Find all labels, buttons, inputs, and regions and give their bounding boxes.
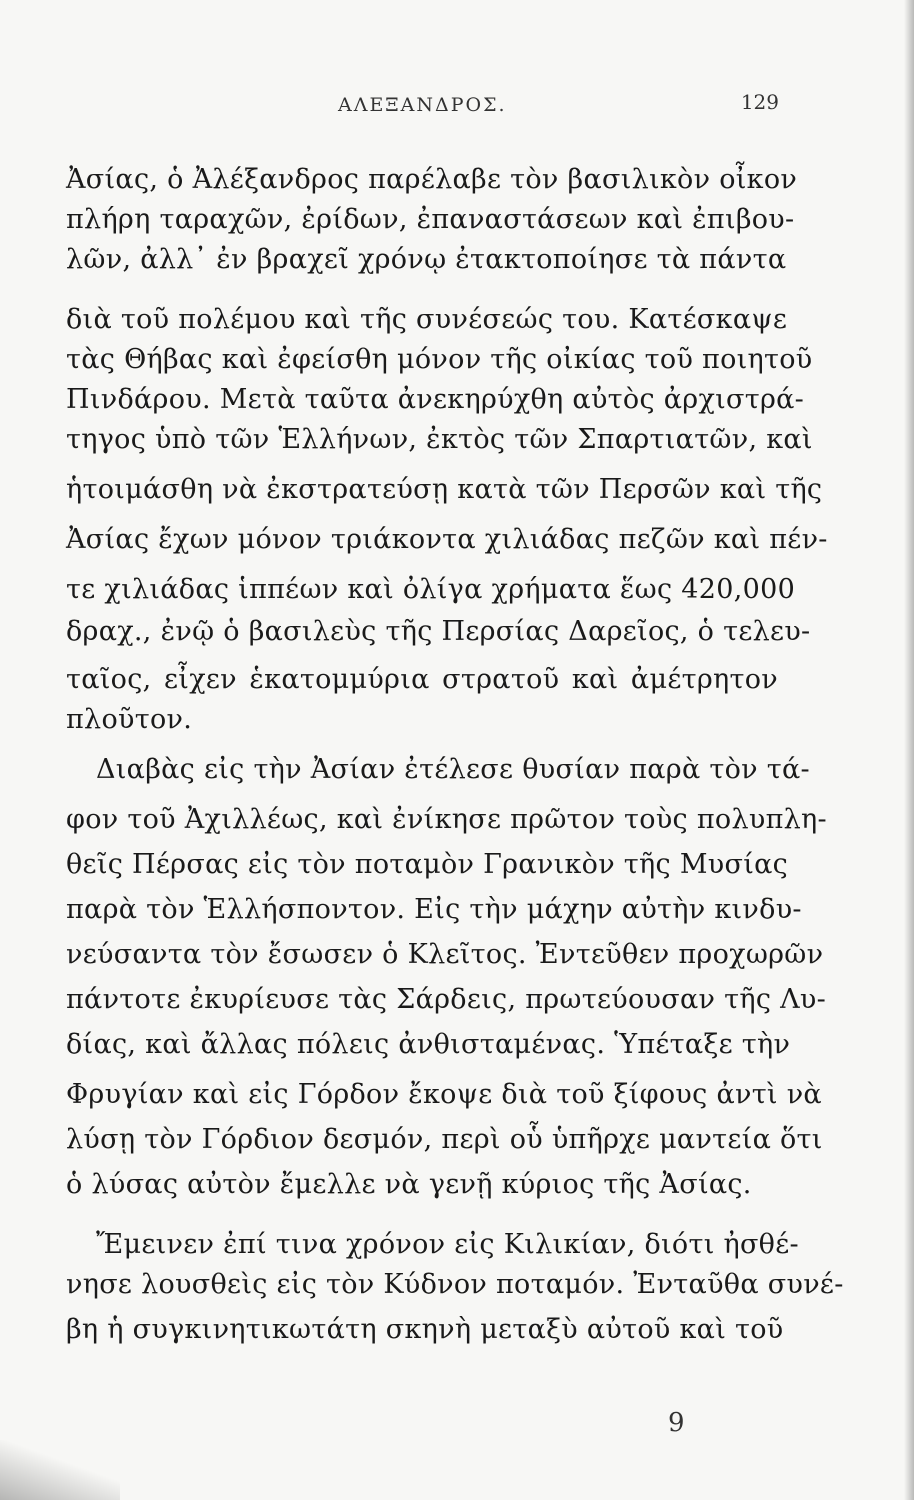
signature-mark: 9 — [668, 1408, 685, 1438]
text-line: ταῖος, εἶχεν ἑκατομμύρια στρατοῦ καὶ ἀμέτρητον — [66, 664, 778, 695]
text-line: ὁ λύσας αὐτὸν ἔμελλε νὰ γενῇ κύριος τῆς Ἀσίας. — [66, 1169, 752, 1200]
text-line: νεύσαντα τὸν ἔσωσεν ὁ Κλεῖτος. Ἐντεῦθεν προχωρῶν — [66, 939, 824, 970]
text-line: φον τοῦ Ἀχιλλέως, καὶ ἐνίκησε πρῶτον τοὺς πολυπλη- — [66, 804, 827, 835]
text-line: Ἀσίας, ὁ Ἀλέξανδρος παρέλαβε τὸν βασιλικὸν οἶκον — [66, 164, 798, 195]
text-line: βη ἡ συγκινητικωτάτη σκηνὴ μεταξὺ αὐτοῦ καὶ τοῦ — [66, 1314, 784, 1345]
text-line: πλήρη ταραχῶν, ἐρίδων, ἐπαναστάσεων καὶ ἐπιβου- — [66, 204, 795, 235]
text-line: θεῖς Πέρσας εἰς τὸν ποταμὸν Γρανικὸν τῆς Μυσίας — [66, 849, 789, 880]
corner-smudge — [0, 1440, 120, 1500]
text-line: Ἀσίας ἔχων μόνον τριάκοντα χιλιάδας πεζῶν καὶ πέν- — [66, 524, 828, 555]
text-line: Ἔμεινεν ἐπί τινα χρόνον εἰς Κιλικίαν, διότι ἠσθέ- — [96, 1229, 799, 1260]
text-line: λύσῃ τὸν Γόρδιον δεσμόν, περὶ οὗ ὑπῆρχε μαντεία ὅτι — [66, 1124, 823, 1155]
text-line: Διαβὰς εἰς τὴν Ἀσίαν ἐτέλεσε θυσίαν παρὰ τὸν τά- — [96, 754, 810, 785]
page-number: 129 — [740, 90, 779, 114]
text-line: Φρυγίαν καὶ εἰς Γόρδον ἔκοψε διὰ τοῦ ξίφους ἀντὶ νὰ — [66, 1079, 822, 1110]
running-title: ΑΛΕΞΑΝΔΡΟΣ. — [338, 94, 507, 116]
text-line: πλοῦτον. — [66, 704, 193, 735]
text-line: ἡτοιμάσθη νὰ ἐκστρατεύσῃ κατὰ τῶν Περσῶν καὶ τῆς — [66, 474, 823, 505]
text-line: τὰς Θήβας καὶ ἐφείσθη μόνον τῆς οἰκίας τοῦ ποιητοῦ — [66, 344, 813, 375]
text-line: τε χιλιάδας ἱππέων καὶ ὀλίγα χρήματα ἕως 420,000 — [66, 574, 796, 605]
text-line: πάντοτε ἐκυρίευσε τὰς Σάρδεις, πρωτεύουσαν τῆς Λυ- — [66, 984, 827, 1015]
text-line: διὰ τοῦ πολέμου καὶ τῆς συνέσεώς του. Κατέσκαψε — [66, 304, 788, 335]
text-line: νησε λουσθεὶς εἰς τὸν Κύδνον ποταμόν. Ἐνταῦθα συνέ- — [66, 1269, 844, 1300]
text-line: τηγος ὑπὸ τῶν Ἑλλήνων, ἐκτὸς τῶν Σπαρτιατῶν, καὶ — [66, 424, 813, 455]
text-line: Πινδάρου. Μετὰ ταῦτα ἀνεκηρύχθη αὐτὸς ἀρχιστρά- — [66, 384, 805, 415]
text-line: δίας, καὶ ἄλλας πόλεις ἀνθισταμένας. Ὑπέταξε τὴν — [66, 1029, 791, 1060]
text-line: δραχ., ἐνῷ ὁ βασιλεὺς τῆς Περσίας Δαρεῖος, ὁ τελευ- — [66, 616, 811, 647]
text-line: παρὰ τὸν Ἑλλήσποντον. Εἰς τὴν μάχην αὐτὴν κινδυ- — [66, 894, 802, 925]
page-header — [0, 88, 914, 128]
page-edge-shadow — [904, 0, 914, 1500]
text-line: λῶν, ἀλλ᾽ ἐν βραχεῖ χρόνῳ ἐτακτοποίησε τὰ πάντα — [66, 244, 787, 275]
